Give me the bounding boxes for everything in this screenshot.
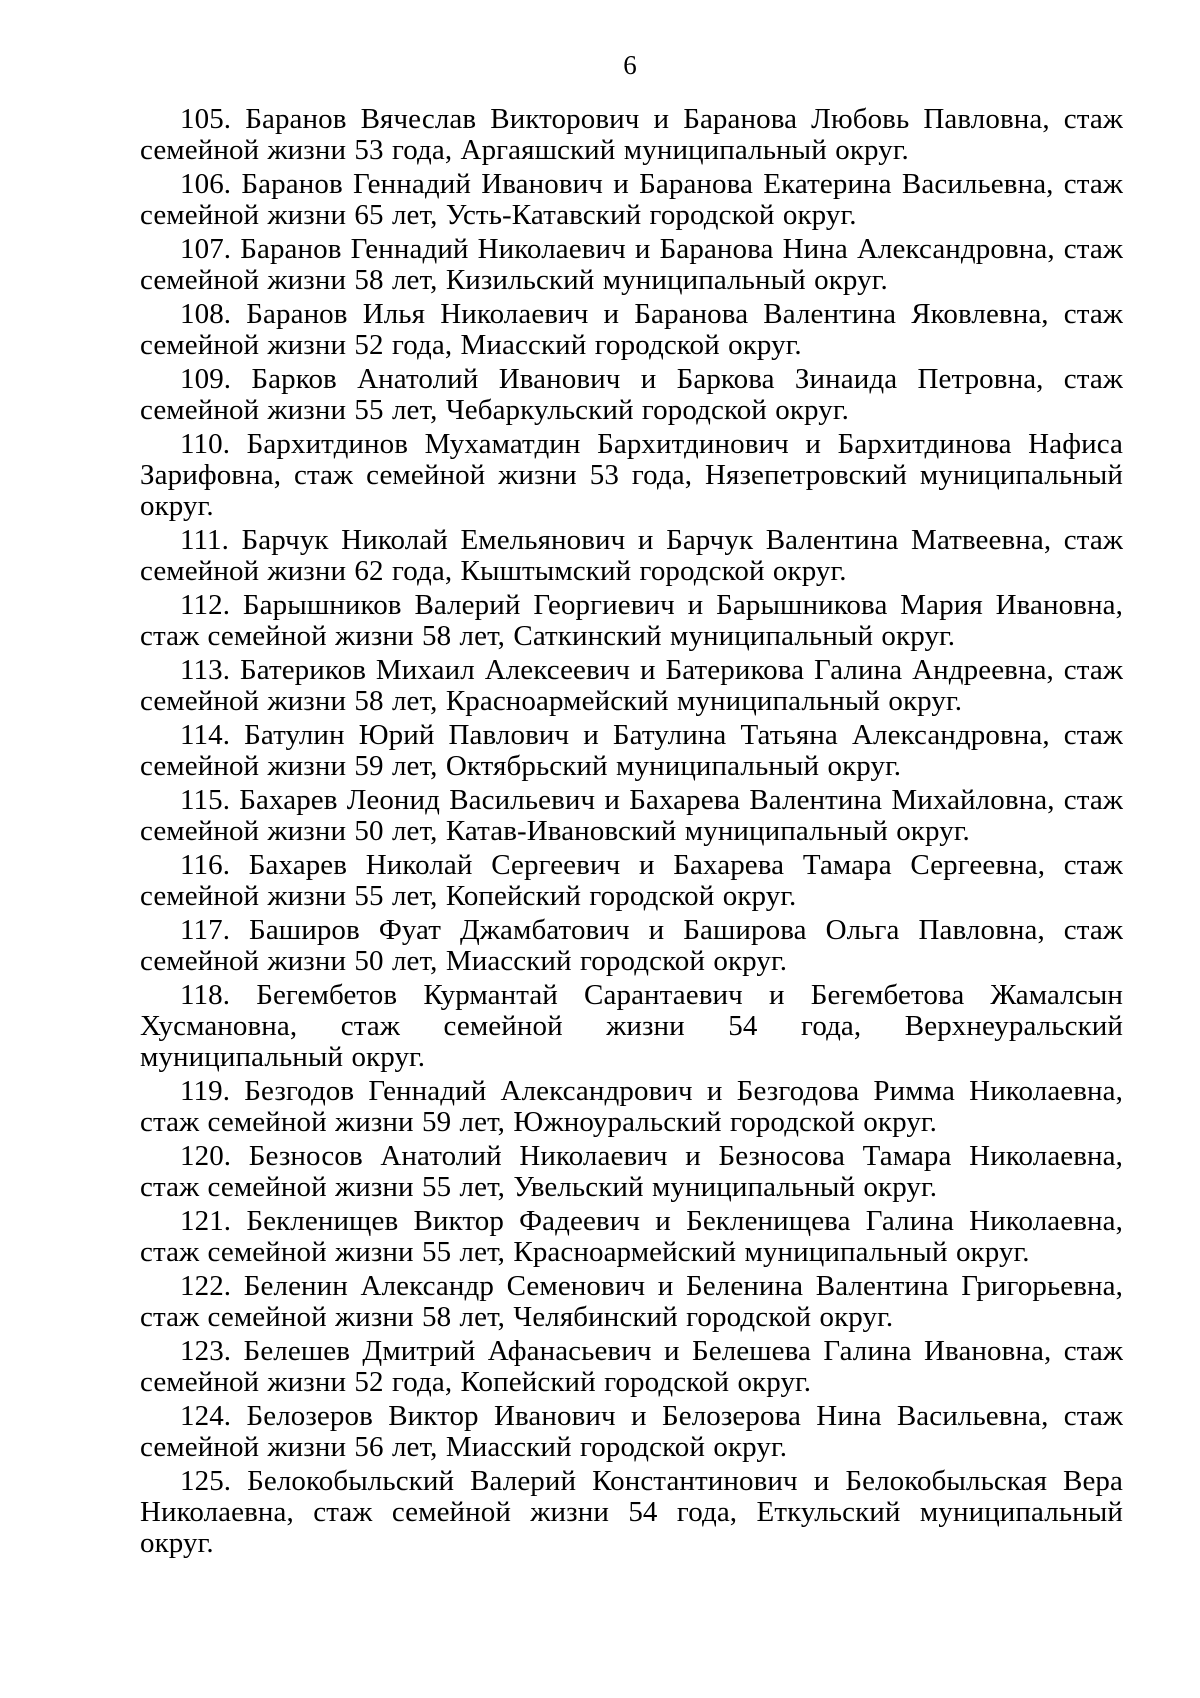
list-item: 122. Беленин Александр Семенович и Беленина Валентина Григорьевна, стаж семейной жизни 58 лет, Челябинский городской округ. [140, 1270, 1123, 1333]
list-item: 120. Безносов Анатолий Николаевич и Безносова Тамара Николаевна, стаж семейной жизни 55 лет, Увельский муниципальный округ. [140, 1140, 1123, 1203]
list-item: 105. Баранов Вячеслав Викторович и Баранова Любовь Павловна, стаж семейной жизни 53 года, Аргаяшский муниципальный округ. [140, 103, 1123, 166]
list-item: 118. Бегембетов Курмантай Сарантаевич и Бегембетова Жамалсын Хусмановна, стаж семейной жизни 54 года, Верхнеуральский муниципальный округ. [140, 979, 1123, 1073]
list-item: 124. Белозеров Виктор Иванович и Белозерова Нина Васильевна, стаж семейной жизни 56 лет, Миасский городской округ. [140, 1400, 1123, 1463]
list-item: 106. Баранов Геннадий Иванович и Баранова Екатерина Васильевна, стаж семейной жизни 65 лет, Усть-Катавский городской округ. [140, 168, 1123, 231]
list-item: 116. Бахарев Николай Сергеевич и Бахарева Тамара Сергеевна, стаж семейной жизни 55 лет, Копейский городской округ. [140, 849, 1123, 912]
entries-list [140, 104, 1123, 1562]
list-item: 119. Безгодов Геннадий Александрович и Безгодова Римма Николаевна, стаж семейной жизни 59 лет, Южноуральский городской округ. [140, 1075, 1123, 1138]
list-item: 112. Барышников Валерий Георгиевич и Барышникова Мария Ивановна, стаж семейной жизни 58 лет, Саткинский муниципальный округ. [140, 589, 1123, 652]
list-item: 123. Белешев Дмитрий Афанасьевич и Белешева Галина Ивановна, стаж семейной жизни 52 года, Копейский городской округ. [140, 1335, 1123, 1398]
list-item: 115. Бахарев Леонид Васильевич и Бахарева Валентина Михайловна, стаж семейной жизни 50 лет, Катав-Ивановский муниципальный округ. [140, 784, 1123, 847]
list-item: 107. Баранов Геннадий Николаевич и Баранова Нина Александровна, стаж семейной жизни 58 лет, Кизильский муниципальный округ. [140, 233, 1123, 296]
list-item: 108. Баранов Илья Николаевич и Баранова Валентина Яковлевна, стаж семейной жизни 52 года, Миасский городской округ. [140, 298, 1123, 361]
list-item: 110. Бархитдинов Мухаматдин Бархитдинович и Бархитдинова Нафиса Зарифовна, стаж семейной жизни 53 года, Нязепетровский муниципальный округ. [140, 428, 1123, 522]
list-item: 109. Барков Анатолий Иванович и Баркова Зинаида Петровна, стаж семейной жизни 55 лет, Чебаркульский городской округ. [140, 363, 1123, 426]
page-number: 6 [623, 50, 637, 80]
list-item: 117. Баширов Фуат Джамбатович и Баширова Ольга Павловна, стаж семейной жизни 50 лет, Миасский городской округ. [140, 914, 1123, 977]
list-item: 113. Батериков Михаил Алексеевич и Батерикова Галина Андреевна, стаж семейной жизни 58 лет, Красноармейский муниципальный округ. [140, 654, 1123, 717]
list-item: 125. Белокобыльский Валерий Константинович и Белокобыльская Вера Николаевна, стаж семейной жизни 54 года, Еткульский муниципальный округ. [140, 1465, 1123, 1559]
list-item: 121. Бекленищев Виктор Фадеевич и Бекленищева Галина Николаевна, стаж семейной жизни 55 лет, Красноармейский муниципальный округ. [140, 1205, 1123, 1268]
list-item: 114. Батулин Юрий Павлович и Батулина Татьяна Александровна, стаж семейной жизни 59 лет, Октябрьский муниципальный округ. [140, 719, 1123, 782]
list-item: 111. Барчук Николай Емельянович и Барчук Валентина Матвеевна, стаж семейной жизни 62 года, Кыштымский городской округ. [140, 524, 1123, 587]
